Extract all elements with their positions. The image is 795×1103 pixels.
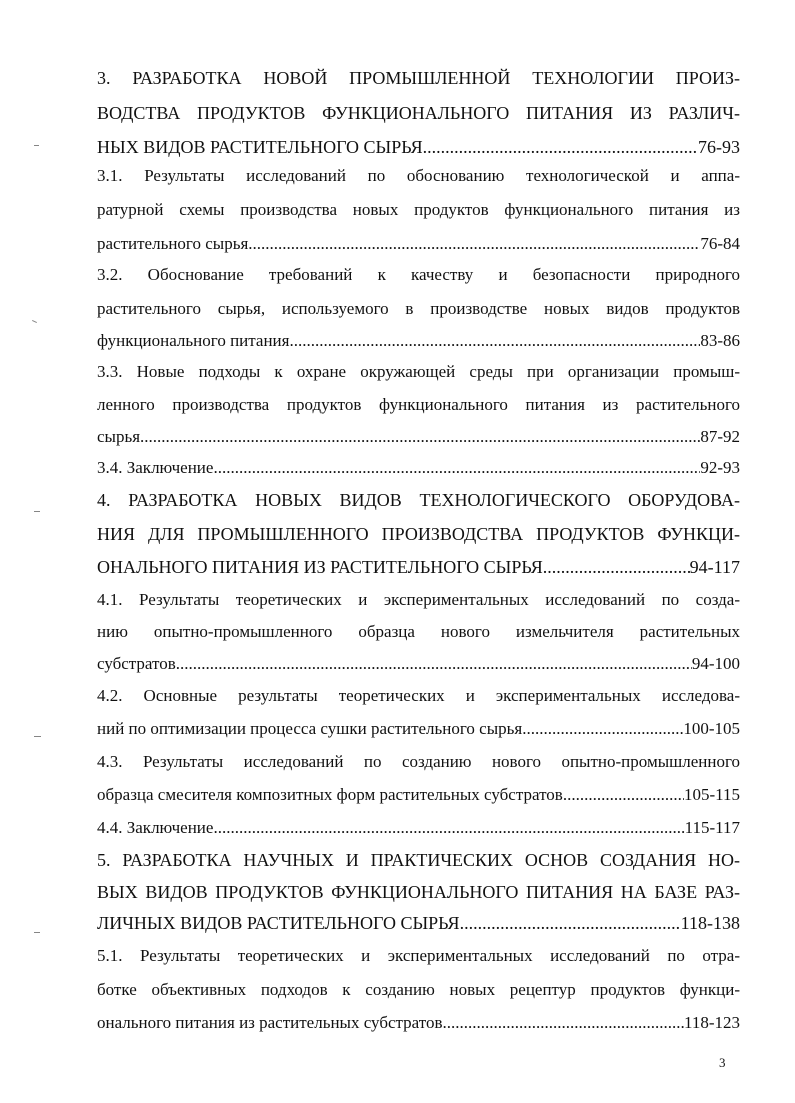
leader-dots	[176, 648, 692, 680]
toc-entry-title: сырья	[97, 427, 141, 446]
toc-entry-leader	[97, 648, 740, 680]
toc-page-range: 118-123	[683, 1013, 740, 1032]
toc-entry-title: НЫХ ВИДОВ РАСТИТЕЛЬНОГО СЫРЬЯ	[97, 137, 423, 157]
toc-page-range: 118-138	[680, 913, 740, 933]
toc-entry-leader	[97, 1007, 740, 1039]
toc-entry-line: 3.2. Обоснование требований к качеству и безопасности природного	[97, 265, 740, 284]
toc-entry-title: ОНАЛЬНОГО ПИТАНИЯ ИЗ РАСТИТЕЛЬНОГО СЫРЬЯ	[97, 557, 543, 577]
toc-entry-line: 4.2. Основные результаты теоретических и экспериментальных исследова-	[97, 686, 740, 705]
leader-dots	[522, 713, 683, 745]
toc-entry-title: ний по оптимизации процесса сушки растительного сырья	[97, 719, 523, 738]
toc-entry-line: нию опытно-промышленного образца нового измельчителя растительных	[97, 622, 740, 641]
toc-entry-line: ратурной схемы производства новых продуктов функционального питания из	[97, 200, 740, 219]
toc-entry-line: ленного производства продуктов функционального питания из растительного	[97, 395, 740, 414]
toc-entry-title: 3.4. Заключение	[97, 458, 214, 477]
toc-entry-leader	[97, 812, 740, 844]
toc-entry-title: субстратов	[97, 654, 176, 673]
toc-heading-line: 5. РАЗРАБОТКА НАУЧНЫХ И ПРАКТИЧЕСКИХ ОСНОВ СОЗДАНИЯ НО-	[97, 850, 740, 870]
scan-mark	[34, 511, 40, 512]
leader-dots	[460, 907, 681, 939]
toc-entry-line: ботке объективных подходов к созданию новых рецептур продуктов функци-	[97, 980, 740, 999]
scan-mark	[32, 320, 37, 323]
toc-page-range: 76-84	[700, 234, 740, 253]
toc-entry-leader	[97, 551, 740, 583]
toc-entry-leader	[97, 713, 740, 745]
toc-entry-title: онального питания из растительных субстратов	[97, 1013, 443, 1032]
toc-heading-line: ВОДСТВА ПРОДУКТОВ ФУНКЦИОНАЛЬНОГО ПИТАНИЯ ИЗ РАЗЛИЧ-	[97, 103, 740, 123]
scan-mark	[34, 932, 40, 933]
toc-entry-leader	[97, 779, 740, 811]
toc-page-range: 115-117	[684, 818, 740, 837]
page-number: 3	[719, 1055, 726, 1070]
leader-dots	[443, 1007, 684, 1039]
leader-dots	[213, 812, 684, 844]
toc-heading-line: 4. РАЗРАБОТКА НОВЫХ ВИДОВ ТЕХНОЛОГИЧЕСКОГО ОБОРУДОВА-	[97, 490, 740, 510]
toc-entry-leader	[97, 228, 740, 260]
toc-page-range: 94-117	[689, 557, 740, 577]
toc-heading-line: 3. РАЗРАБОТКА НОВОЙ ПРОМЫШЛЕННОЙ ТЕХНОЛОГИИ ПРОИЗ-	[97, 68, 740, 88]
toc-entry-title: образца смесителя композитных форм растительных субстратов	[97, 785, 563, 804]
scan-mark	[34, 145, 39, 146]
toc-page-range: 100-105	[683, 719, 740, 738]
toc-entry-title: 4.4. Заключение	[97, 818, 214, 837]
leader-dots	[248, 228, 700, 260]
toc-entry-line: 4.3. Результаты исследований по созданию нового опытно-промышленного	[97, 752, 740, 771]
leader-dots	[213, 452, 700, 484]
toc-page-range: 76-93	[698, 137, 740, 157]
leader-dots	[140, 421, 700, 453]
toc-entry-line: 3.3. Новые подходы к охране окружающей среды при организации промыш-	[97, 362, 740, 381]
toc-entry-leader	[97, 452, 740, 484]
toc-page-range: 105-115	[683, 785, 740, 804]
scan-mark	[34, 736, 41, 737]
leader-dots	[543, 551, 690, 583]
leader-dots	[289, 325, 700, 357]
toc-entry-line: 3.1. Результаты исследований по обоснованию технологической и аппа-	[97, 166, 740, 185]
toc-page-range: 87-92	[700, 427, 740, 446]
leader-dots	[423, 131, 698, 163]
toc-entry-leader	[97, 421, 740, 453]
toc-entry-leader	[97, 325, 740, 357]
toc-entry-title: растительного сырья	[97, 234, 249, 253]
toc-entry-line: 5.1. Результаты теоретических и экспериментальных исследований по отра-	[97, 946, 740, 965]
toc-entry-leader	[97, 131, 740, 163]
toc-entry-title: ЛИЧНЫХ ВИДОВ РАСТИТЕЛЬНОГО СЫРЬЯ	[97, 913, 460, 933]
toc-page-range: 94-100	[691, 654, 740, 673]
toc-entry-leader	[97, 907, 740, 939]
toc-heading-line: НИЯ ДЛЯ ПРОМЫШЛЕННОГО ПРОИЗВОДСТВА ПРОДУКТОВ ФУНКЦИ-	[97, 524, 740, 544]
toc-entry-line: растительного сырья, используемого в производстве новых видов продуктов	[97, 299, 740, 318]
toc-heading-line: ВЫХ ВИДОВ ПРОДУКТОВ ФУНКЦИОНАЛЬНОГО ПИТАНИЯ НА БАЗЕ РАЗ-	[97, 882, 740, 902]
toc-entry-line: 4.1. Результаты теоретических и экспериментальных исследований по созда-	[97, 590, 740, 609]
toc-page-range: 92-93	[700, 458, 740, 477]
toc-page-range: 83-86	[700, 331, 740, 350]
leader-dots	[563, 779, 684, 811]
toc-entry-title: функционального питания	[97, 331, 290, 350]
